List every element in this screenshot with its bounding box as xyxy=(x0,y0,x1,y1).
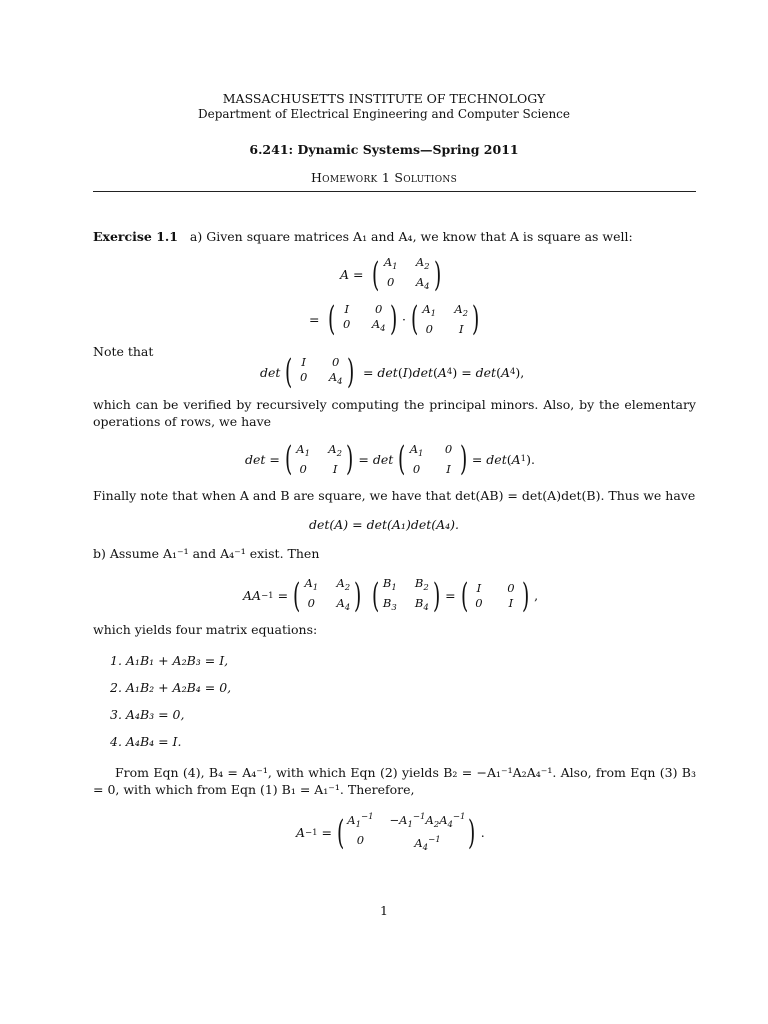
note-that-text: Note that xyxy=(93,344,154,359)
det-result-equation: det(A) = det(A₁)det(A₄). xyxy=(308,517,460,532)
equation-det-upper: det = ( $A_1$ $A_2$ 0 I ) = det ( $A_1$ 0 0 I ) = det ( A 1 ). xyxy=(245,439,535,479)
equation-item-3: 3. A₄B₃ = 0, xyxy=(110,707,185,722)
yields-text: which yields four matrix equations: xyxy=(93,622,318,637)
exercise-label: Exercise 1.1 xyxy=(93,229,178,244)
exercise-intro xyxy=(93,229,633,244)
verify-paragraph: which can be verified by recursively computing the principal minors. Also, by the elementary operations of rows, we have xyxy=(93,397,696,429)
equation-item-2: 2. A₁B₂ + A₂B₄ = 0, xyxy=(110,680,232,695)
institution-name: MASSACHUSETTS INSTITUTE OF TECHNOLOGY xyxy=(222,91,546,106)
header-rule xyxy=(93,191,696,192)
equation-det-lower: det ( I 0 0 $A_4$ ) = det ( I ) det ( A 4 ) = det ( A 4 ), xyxy=(260,352,525,392)
finally-paragraph: Finally note that when A and B are square, we have that det(AB) = det(A)det(B). Thus we have xyxy=(93,488,696,503)
equation-A-definition: A = ( $A_1$ $A_2$ 0 $A_4$ ) xyxy=(340,254,441,295)
document-title: Homework 1 Solutions xyxy=(310,170,458,185)
equation-A-factorization: = ( I 0 0 $A_4$ ) · ( $A_1$ $A_2$ 0 I ) xyxy=(309,299,480,339)
equation-item-1: 1. A₁B₁ + A₂B₃ = I, xyxy=(110,653,229,668)
department-name: Department of Electrical Engineering and Computer Science xyxy=(197,107,570,121)
equation-item-4: 4. A₄B₄ = I. xyxy=(110,734,182,749)
equation-inverse-product: AA −1 = ( $A_1$ $A_2$ 0 $A_4$ ) ( $B_1$ $B_2$ $B_3$ $B_4$ ) = ( I 0 0 I ) , xyxy=(243,575,539,616)
from-eqn-paragraph: From Eqn (4), B₄ = A₄⁻¹, with which Eqn (2) yields B₂ = −A₁⁻¹A₂A₄⁻¹. Also, from Eqn (3) B₃ = 0, with which from Eqn (1) B₁ = A₁⁻¹. Therefore, xyxy=(93,765,696,797)
exercise-intro-text: a) Given square matrices A₁ and A₄, we know that A is square as well: xyxy=(189,229,633,244)
part-b-text: b) Assume A₁⁻¹ and A₄⁻¹ exist. Then xyxy=(93,546,320,561)
page-number: 1 xyxy=(380,903,388,918)
course-title: 6.241: Dynamic Systems—Spring 2011 xyxy=(249,142,519,157)
equation-inverse-result: A −1 = ( $A_1^{-1}$ $-A_1^{-1}A_2A_4^{-1}$ 0 $A_4^{-1}$ ) . xyxy=(296,812,485,853)
